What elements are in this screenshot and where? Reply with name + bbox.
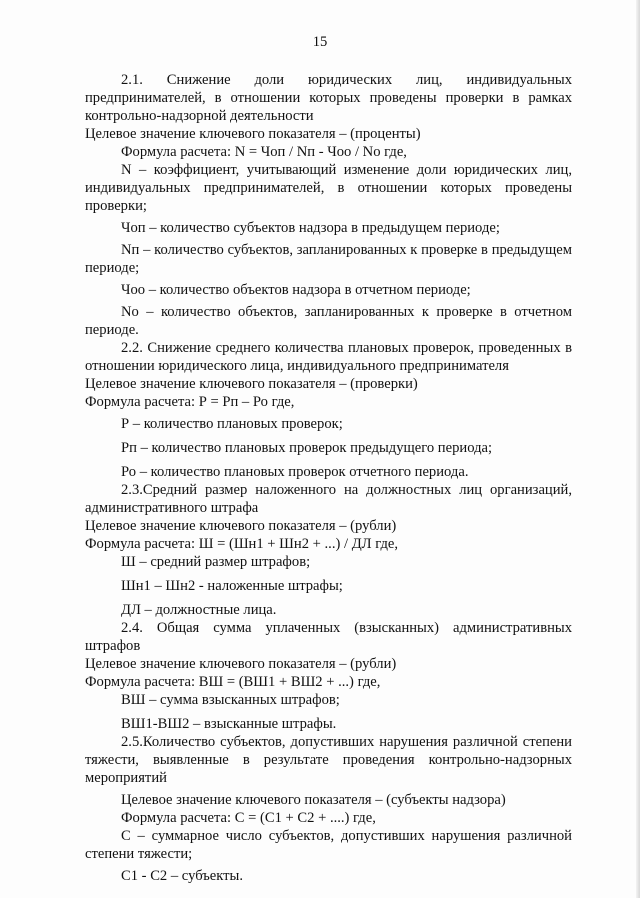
- document-body: [85, 71, 572, 885]
- section-2-1-definition-np: Nп – количество субъектов, запланированных к проверке в предыдущем периоде;: [85, 242, 572, 276]
- section-2-5-title: 2.5.Количество субъектов, допустивших нарушения различной степени тяжести, выявленные в результате проведения контрольно-надзорных мероприятий: [85, 734, 572, 786]
- section-2-1-definition-no: No – количество объектов, запланированных к проверке в отчетном периоде.: [85, 304, 572, 338]
- page-number: 15: [312, 34, 328, 50]
- section-2-2-title: 2.2. Снижение среднего количества плановых проверок, проведенных в отношении юридического лица, индивидуального предпринимателя: [85, 340, 572, 374]
- section-2-2-definition-po: Ро – количество плановых проверок отчетного периода.: [121, 464, 469, 480]
- section-2-5-target: Целевое значение ключевого показателя – (субъекты надзора): [121, 792, 506, 808]
- scan-edge: [636, 0, 640, 898]
- section-2-4-title: 2.4. Общая сумма уплаченных (взысканных) административных штрафов: [85, 620, 572, 654]
- section-2-5-formula: Формула расчета: С = (С1 + С2 + ....) где,: [121, 810, 376, 826]
- section-2-2-formula: Формула расчета: Р = Рп – Ро где,: [85, 394, 295, 410]
- section-2-4-definition-vsh1: ВШ1-ВШ2 – взысканные штрафы.: [121, 716, 337, 732]
- section-2-3-definition-sh: Ш – средний размер штрафов;: [121, 554, 311, 570]
- section-2-5-definition-c: С – суммарное число субъектов, допустивших нарушения различной степени тяжести;: [85, 828, 572, 862]
- section-2-2-definition-pp: Рп – количество плановых проверок предыдущего периода;: [121, 440, 493, 456]
- section-2-3-definition-shn: Шн1 – Шн2 - наложенные штрафы;: [121, 578, 343, 594]
- section-2-4-definition-vsh: ВШ – сумма взысканных штрафов;: [121, 692, 340, 708]
- section-2-3-target: Целевое значение ключевого показателя – (рубли): [85, 518, 397, 534]
- section-2-1-definition-choo: Чоо – количество объектов надзора в отчетном периоде;: [121, 282, 471, 298]
- section-2-2-definition-p: Р – количество плановых проверок;: [121, 416, 343, 432]
- section-2-3-formula: Формула расчета: Ш = (Шн1 + Шн2 + ...) / ДЛ где,: [85, 536, 399, 552]
- section-2-3-definition-dl: ДЛ – должностные лица.: [121, 602, 277, 618]
- section-2-1-title: 2.1. Снижение доли юридических лиц, индивидуальных предпринимателей, в отношении которых проведены проверки в рамках контрольно-надзорной деятельности: [85, 72, 572, 124]
- section-2-4-formula: Формула расчета: ВШ = (ВШ1 + ВШ2 + ...) где,: [85, 674, 381, 690]
- section-2-5-definition-c1: С1 - С2 – субъекты.: [121, 868, 244, 884]
- section-2-1-target: Целевое значение ключевого показателя – (проценты): [85, 126, 421, 142]
- section-2-1-definition-chop: Чоп – количество субъектов надзора в предыдущем периоде;: [121, 220, 500, 236]
- section-2-2-target: Целевое значение ключевого показателя – (проверки): [85, 376, 418, 392]
- section-2-1-formula: Формула расчета: N = Чоп / Nп - Чоо / No где,: [121, 144, 407, 160]
- section-2-4-target: Целевое значение ключевого показателя – (рубли): [85, 656, 397, 672]
- section-2-3-title: 2.3.Средний размер наложенного на должностных лиц организаций, административного штрафа: [85, 482, 572, 516]
- section-2-1-definition-n: N – коэффициент, учитывающий изменение доли юридических лиц, индивидуальных предпринимателей, в отношении которых проведены проверки;: [85, 162, 572, 214]
